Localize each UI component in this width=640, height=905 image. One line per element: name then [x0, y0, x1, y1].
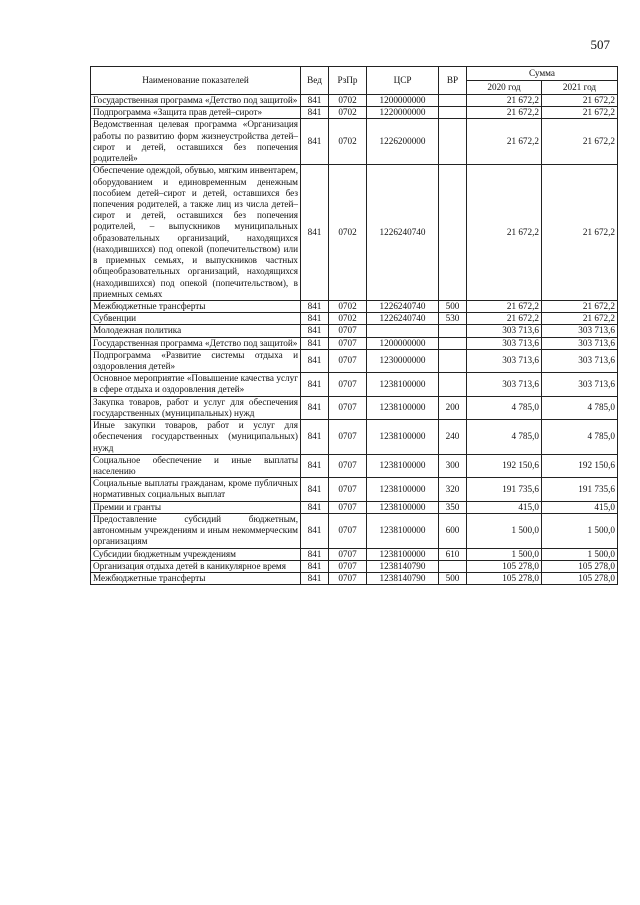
- row-name: Основное мероприятие «Повышение качества услуг в сфере отдыха и оздоровления детей»: [91, 373, 301, 396]
- row-csr: 1226240740: [367, 165, 439, 301]
- row-ved: 841: [301, 165, 329, 301]
- row-name: Предоставление субсидий бюджетным, автономным учреждениям и иным некоммерческим организациям: [91, 513, 301, 548]
- row-csr: 1238100000: [367, 501, 439, 513]
- row-sum-2021: 1 500,0: [542, 513, 618, 548]
- row-sum-2021: 21 672,2: [542, 119, 618, 165]
- row-csr: 1230000000: [367, 349, 439, 372]
- table-row: [91, 373, 618, 396]
- header-rzpr: РзПр: [329, 67, 367, 95]
- row-csr: 1238100000: [367, 373, 439, 396]
- budget-table: [90, 66, 618, 585]
- row-sum-2020: 303 713,6: [467, 337, 542, 349]
- row-csr: 1238100000: [367, 396, 439, 419]
- row-name: Премии и гранты: [91, 501, 301, 513]
- row-vr: [439, 107, 467, 119]
- row-sum-2020: 21 672,2: [467, 119, 542, 165]
- table-row: [91, 349, 618, 372]
- row-rzpr: 0707: [329, 560, 367, 572]
- row-csr: 1226240740: [367, 313, 439, 325]
- row-ved: 841: [301, 548, 329, 560]
- row-sum-2020: 191 735,6: [467, 478, 542, 501]
- row-ved: 841: [301, 119, 329, 165]
- row-vr: 600: [439, 513, 467, 548]
- row-rzpr: 0707: [329, 373, 367, 396]
- row-csr: 1238100000: [367, 513, 439, 548]
- row-sum-2020: 1 500,0: [467, 513, 542, 548]
- row-sum-2020: 21 672,2: [467, 165, 542, 301]
- table-row: [91, 337, 618, 349]
- row-vr: 500: [439, 572, 467, 584]
- row-rzpr: 0707: [329, 572, 367, 584]
- row-sum-2020: 303 713,6: [467, 325, 542, 337]
- row-ved: 841: [301, 513, 329, 548]
- row-csr: 1226240740: [367, 300, 439, 312]
- table-row: [91, 325, 618, 337]
- row-csr: 1238140790: [367, 572, 439, 584]
- row-sum-2020: 1 500,0: [467, 548, 542, 560]
- row-vr: 300: [439, 454, 467, 477]
- row-sum-2020: 192 150,6: [467, 454, 542, 477]
- row-name: Социальные выплаты гражданам, кроме публичных нормативных социальных выплат: [91, 478, 301, 501]
- row-sum-2021: 192 150,6: [542, 454, 618, 477]
- row-vr: 530: [439, 313, 467, 325]
- table-body: [91, 95, 618, 585]
- row-vr: [439, 325, 467, 337]
- row-ved: 841: [301, 560, 329, 572]
- row-ved: 841: [301, 420, 329, 455]
- row-name: Ведомственная целевая программа «Организация работы по развитию форм жизнеустройства детей–сирот и детей, оставшихся без попечения родителей»: [91, 119, 301, 165]
- row-sum-2020: 21 672,2: [467, 95, 542, 107]
- row-rzpr: 0707: [329, 396, 367, 419]
- row-ved: 841: [301, 572, 329, 584]
- row-csr: 1238100000: [367, 478, 439, 501]
- row-name: Межбюджетные трансферты: [91, 300, 301, 312]
- row-rzpr: 0702: [329, 313, 367, 325]
- row-name: Иные закупки товаров, работ и услуг для обеспечения государственных (муниципальных) нужд: [91, 420, 301, 455]
- row-ved: 841: [301, 313, 329, 325]
- row-rzpr: 0702: [329, 300, 367, 312]
- row-vr: [439, 373, 467, 396]
- table-row: [91, 501, 618, 513]
- row-sum-2021: 303 713,6: [542, 337, 618, 349]
- row-sum-2021: 105 278,0: [542, 572, 618, 584]
- table-row: [91, 396, 618, 419]
- row-name: Подпрограмма «Развитие системы отдыха и оздоровления детей»: [91, 349, 301, 372]
- row-sum-2020: 21 672,2: [467, 300, 542, 312]
- row-rzpr: 0707: [329, 548, 367, 560]
- row-vr: 240: [439, 420, 467, 455]
- row-rzpr: 0702: [329, 165, 367, 301]
- header-name: Наименование показателей: [91, 67, 301, 95]
- row-name: Социальное обеспечение и иные выплаты населению: [91, 454, 301, 477]
- row-vr: [439, 119, 467, 165]
- row-sum-2021: 303 713,6: [542, 325, 618, 337]
- table-row: [91, 300, 618, 312]
- row-rzpr: 0707: [329, 349, 367, 372]
- row-name: Закупка товаров, работ и услуг для обеспечения государственных (муниципальных) нужд: [91, 396, 301, 419]
- row-rzpr: 0707: [329, 337, 367, 349]
- row-ved: 841: [301, 337, 329, 349]
- row-sum-2021: 4 785,0: [542, 420, 618, 455]
- row-csr: 1238100000: [367, 420, 439, 455]
- row-vr: 610: [439, 548, 467, 560]
- row-sum-2021: 21 672,2: [542, 313, 618, 325]
- table-row: [91, 560, 618, 572]
- row-sum-2021: 105 278,0: [542, 560, 618, 572]
- row-sum-2021: 21 672,2: [542, 107, 618, 119]
- page-number: 507: [590, 37, 610, 52]
- row-name: Обеспечение одеждой, обувью, мягким инвентарем, оборудованием и единовременным денежным пособием детей–сирот и детей, оставшихся без попечения родителей, а также лиц из числа детей–сирот и детей, оставшихся без попечения родителей, – выпускников муниципальных образовательных организаций, находящихся (находившихся) под опекой (попечительством) или в приемных семьях, и выпускников частных общеобразовательных организаций, находящихся (находившихся) под опекой (попечительством), в приемных семьях: [91, 165, 301, 301]
- row-vr: [439, 165, 467, 301]
- row-rzpr: 0707: [329, 420, 367, 455]
- row-rzpr: 0702: [329, 119, 367, 165]
- header-vr: ВР: [439, 67, 467, 95]
- row-ved: 841: [301, 349, 329, 372]
- row-csr: 1220000000: [367, 107, 439, 119]
- row-rzpr: 0707: [329, 454, 367, 477]
- row-sum-2021: 1 500,0: [542, 548, 618, 560]
- table-row: [91, 165, 618, 301]
- row-sum-2020: 4 785,0: [467, 396, 542, 419]
- row-rzpr: 0707: [329, 478, 367, 501]
- row-sum-2021: 303 713,6: [542, 373, 618, 396]
- row-csr: 1200000000: [367, 95, 439, 107]
- row-name: Субсидии бюджетным учреждениям: [91, 548, 301, 560]
- row-ved: 841: [301, 95, 329, 107]
- table-row: [91, 454, 618, 477]
- row-ved: 841: [301, 325, 329, 337]
- table-row: [91, 107, 618, 119]
- row-csr: 1238100000: [367, 454, 439, 477]
- row-rzpr: 0707: [329, 513, 367, 548]
- row-name: Организация отдыха детей в каникулярное время: [91, 560, 301, 572]
- row-ved: 841: [301, 396, 329, 419]
- row-sum-2020: 21 672,2: [467, 313, 542, 325]
- table-row: [91, 572, 618, 584]
- header-2021: 2021 год: [542, 81, 618, 95]
- row-vr: 320: [439, 478, 467, 501]
- row-sum-2021: 191 735,6: [542, 478, 618, 501]
- row-vr: 500: [439, 300, 467, 312]
- row-ved: 841: [301, 478, 329, 501]
- row-sum-2020: 105 278,0: [467, 560, 542, 572]
- row-sum-2021: 21 672,2: [542, 300, 618, 312]
- row-sum-2021: 303 713,6: [542, 349, 618, 372]
- row-csr: 1200000000: [367, 337, 439, 349]
- row-vr: [439, 349, 467, 372]
- header-csr: ЦСР: [367, 67, 439, 95]
- row-sum-2020: 303 713,6: [467, 373, 542, 396]
- row-sum-2021: 4 785,0: [542, 396, 618, 419]
- table-row: [91, 95, 618, 107]
- header-2020: 2020 год: [467, 81, 542, 95]
- row-sum-2020: 4 785,0: [467, 420, 542, 455]
- table-row: [91, 313, 618, 325]
- table-row: [91, 548, 618, 560]
- row-rzpr: 0702: [329, 95, 367, 107]
- row-vr: [439, 95, 467, 107]
- row-name: Молодежная политика: [91, 325, 301, 337]
- row-sum-2020: 303 713,6: [467, 349, 542, 372]
- row-name: Государственная программа «Детство под защитой»: [91, 95, 301, 107]
- row-ved: 841: [301, 501, 329, 513]
- row-sum-2020: 415,0: [467, 501, 542, 513]
- row-name: Подпрограмма «Защита прав детей–сирот»: [91, 107, 301, 119]
- row-csr: 1238100000: [367, 548, 439, 560]
- row-vr: [439, 560, 467, 572]
- header-sum: Сумма: [467, 67, 618, 81]
- row-sum-2021: 21 672,2: [542, 95, 618, 107]
- row-sum-2021: 415,0: [542, 501, 618, 513]
- row-name: Государственная программа «Детство под защитой»: [91, 337, 301, 349]
- row-rzpr: 0702: [329, 107, 367, 119]
- row-csr: 1238140790: [367, 560, 439, 572]
- row-ved: 841: [301, 454, 329, 477]
- row-name: Субвенции: [91, 313, 301, 325]
- table-header: [91, 67, 618, 95]
- row-csr: [367, 325, 439, 337]
- header-ved: Вед: [301, 67, 329, 95]
- row-vr: 200: [439, 396, 467, 419]
- row-ved: 841: [301, 300, 329, 312]
- table-row: [91, 420, 618, 455]
- row-ved: 841: [301, 373, 329, 396]
- row-sum-2020: 21 672,2: [467, 107, 542, 119]
- row-name: Межбюджетные трансферты: [91, 572, 301, 584]
- row-sum-2021: 21 672,2: [542, 165, 618, 301]
- table-row: [91, 119, 618, 165]
- table-row: [91, 513, 618, 548]
- row-rzpr: 0707: [329, 501, 367, 513]
- table-row: [91, 478, 618, 501]
- row-vr: 350: [439, 501, 467, 513]
- row-sum-2020: 105 278,0: [467, 572, 542, 584]
- row-rzpr: 0707: [329, 325, 367, 337]
- row-csr: 1226200000: [367, 119, 439, 165]
- row-vr: [439, 337, 467, 349]
- row-ved: 841: [301, 107, 329, 119]
